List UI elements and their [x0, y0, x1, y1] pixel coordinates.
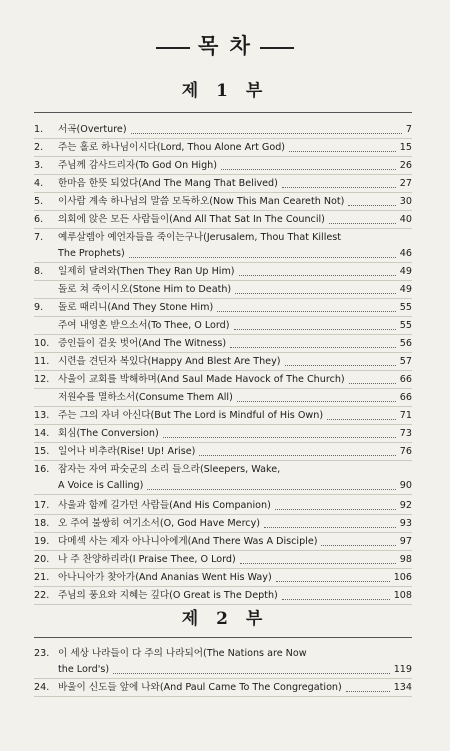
entry-page-number: 98 — [399, 554, 412, 565]
dot-leader — [349, 383, 396, 384]
toc-entry — [34, 211, 412, 229]
toc-entry — [34, 263, 412, 281]
entry-number: 19. — [34, 536, 50, 547]
entry-page-number: 55 — [399, 302, 412, 313]
entry-number: 15. — [34, 446, 50, 457]
entry-title: 바울이 신도들 앞에 나와(And Paul Came To The Congregation) — [58, 682, 342, 693]
toc-entry — [34, 389, 412, 407]
entry-page-number: 119 — [393, 664, 412, 675]
entry-page-number: 134 — [393, 682, 412, 693]
toc-entry — [34, 407, 412, 425]
entry-page-number: 108 — [393, 590, 412, 601]
dot-leader — [327, 419, 396, 420]
entry-number: 24. — [34, 682, 50, 693]
entry-page-number: 93 — [399, 518, 412, 529]
entry-number: 8. — [34, 266, 44, 277]
dot-leader — [147, 489, 396, 490]
entry-number: 5. — [34, 196, 44, 207]
entry-page-number: 46 — [399, 248, 412, 259]
dot-leader — [282, 599, 390, 600]
entry-title: 아나니아가 찾아가(And Ananias Went His Way) — [58, 572, 272, 583]
entry-divider — [34, 696, 412, 697]
entry-title: 다메섹 사는 제자 아나니아에게(And There Was A Disciple) — [58, 536, 318, 547]
dot-leader — [237, 401, 396, 402]
toc-entry — [34, 139, 412, 157]
entry-page-number: 55 — [399, 320, 412, 331]
entry-title: 잠자는 자여 파숫군의 소리 들으라(Sleepers, Wake, — [58, 464, 281, 475]
toc-entry — [34, 461, 412, 495]
toc-entry — [34, 551, 412, 569]
dot-leader — [234, 329, 396, 330]
entry-number: 16. — [34, 464, 50, 475]
toc-entry — [34, 175, 412, 193]
toc-entry — [34, 317, 412, 335]
entry-number: 4. — [34, 178, 44, 189]
entry-number: 3. — [34, 160, 44, 171]
dot-leader — [217, 311, 396, 312]
entry-title: 이사람 계속 하나님의 말씀 모독하오(Now This Man Ceareth Not) — [58, 196, 345, 207]
entry-title: 회심(The Conversion) — [58, 428, 159, 439]
entry-number: 21. — [34, 572, 50, 583]
toc-entry — [34, 281, 412, 299]
toc-entry — [34, 587, 412, 605]
entry-number: 14. — [34, 428, 50, 439]
entry-page-number: 71 — [399, 410, 412, 421]
dot-leader — [321, 545, 396, 546]
entry-title-continued: the Lord's) — [58, 664, 110, 675]
entry-page-number: 92 — [399, 500, 412, 511]
entry-number: 18. — [34, 518, 50, 529]
dot-leader — [348, 205, 396, 206]
entry-page-number: 49 — [399, 266, 412, 277]
toc-entry — [34, 679, 412, 697]
dot-leader — [131, 133, 402, 134]
entry-title: 저원수를 멸하소서(Consume Them All) — [58, 392, 233, 403]
entry-title: 사울이 교회를 박해하며(And Saul Made Havock of The Church) — [58, 374, 345, 385]
toc-entry — [34, 353, 412, 371]
dot-leader — [163, 437, 396, 438]
toc-entry — [34, 645, 412, 679]
entry-title: 주님께 감사드리자(To God On High) — [58, 160, 217, 171]
dot-leader — [264, 527, 396, 528]
entry-title: 오 주여 불쌍히 여기소서(O, God Have Mercy) — [58, 518, 260, 529]
dot-leader — [235, 293, 396, 294]
dot-leader — [276, 581, 390, 582]
entry-number: 9. — [34, 302, 44, 313]
dot-leader — [113, 673, 390, 674]
entry-title: 서곡(Overture) — [58, 124, 127, 135]
toc-entry — [34, 193, 412, 211]
dot-leader — [289, 151, 396, 152]
entry-title: 주여 내영혼 받으소서(To Thee, O Lord) — [58, 320, 230, 331]
toc-entry — [34, 497, 412, 515]
part-1-rule — [34, 112, 412, 113]
entry-page-number: 40 — [399, 214, 412, 225]
dot-leader — [282, 187, 396, 188]
dot-leader — [199, 455, 396, 456]
entry-number: 22. — [34, 590, 50, 601]
entry-title: 돌로 때리니(And They Stone Him) — [58, 302, 214, 313]
entry-number: 12. — [34, 374, 50, 385]
entry-page-number: 106 — [393, 572, 412, 583]
entry-number: 13. — [34, 410, 50, 421]
entry-page-number: 27 — [399, 178, 412, 189]
dot-leader — [329, 223, 396, 224]
entry-page-number: 49 — [399, 284, 412, 295]
toc-entry — [34, 533, 412, 551]
entry-page-number: 66 — [399, 374, 412, 385]
entry-title-continued: A Voice is Calling) — [58, 480, 144, 491]
entry-number: 17. — [34, 500, 50, 511]
entry-title: 예루살렘아 예언자들을 죽이는구나(Jerusalem, Thou That Killest — [58, 232, 342, 243]
entry-page-number: 56 — [399, 338, 412, 349]
part-2-heading: 제 2 부 — [181, 609, 269, 629]
toc-entry — [34, 515, 412, 533]
toc-entry — [34, 569, 412, 587]
dot-leader — [230, 347, 396, 348]
entry-number: 7. — [34, 232, 44, 243]
entry-number: 10. — [34, 338, 50, 349]
dot-leader — [240, 563, 396, 564]
dot-leader — [129, 257, 396, 258]
entry-number: 23. — [34, 648, 50, 659]
entry-page-number: 76 — [399, 446, 412, 457]
toc-entry — [34, 335, 412, 353]
entry-title: 나 주 찬양하리라(I Praise Thee, O Lord) — [58, 554, 236, 565]
entry-title: 주는 그의 자녀 아신다(But The Lord is Mindful of His Own) — [58, 410, 324, 421]
entry-number: 11. — [34, 356, 50, 367]
title-dash-right — [260, 47, 294, 49]
toc-entry — [34, 371, 412, 389]
entry-page-number: 90 — [399, 480, 412, 491]
entry-number: 6. — [34, 214, 44, 225]
entry-divider — [34, 494, 412, 495]
toc-entry — [34, 425, 412, 443]
toc-title-text: 목 차 — [198, 33, 252, 58]
entry-title: 이 세상 나라들이 다 주의 나라되어(The Nations are Now — [58, 648, 307, 659]
entry-page-number: 15 — [399, 142, 412, 153]
entry-title: 주는 홀로 하나님이시다(Lord, Thou Alone Art God) — [58, 142, 286, 153]
entry-page-number: 97 — [399, 536, 412, 547]
entry-page-number: 66 — [399, 392, 412, 403]
dot-leader — [285, 365, 396, 366]
entry-number: 1. — [34, 124, 44, 135]
part-1-heading: 제 1 부 — [181, 81, 269, 101]
toc-entry — [34, 443, 412, 461]
entry-number: 2. — [34, 142, 44, 153]
entry-number: 20. — [34, 554, 50, 565]
entry-title: 일제히 달려와(Then They Ran Up Him) — [58, 266, 235, 277]
toc-entry — [34, 229, 412, 263]
toc-entry — [34, 157, 412, 175]
entry-title: 돌로 쳐 죽이시오(Stone Him to Death) — [58, 284, 232, 295]
entry-page-number: 57 — [399, 356, 412, 367]
dot-leader — [346, 691, 390, 692]
entry-title: 사울과 함께 길가던 사람들(And His Companion) — [58, 500, 271, 511]
toc-entry — [34, 299, 412, 317]
title-dash-left — [156, 47, 190, 49]
part-2-rule — [34, 637, 412, 638]
entry-page-number: 73 — [399, 428, 412, 439]
entry-title: 한마음 한뜻 되었다(And The Mang That Belived) — [58, 178, 278, 189]
toc-title — [0, 30, 450, 60]
toc-entry — [34, 121, 412, 139]
entry-title-continued: The Prophets) — [58, 248, 125, 259]
entry-title: 시련을 견딘자 복있다(Happy And Blest Are They) — [58, 356, 281, 367]
entry-page-number: 26 — [399, 160, 412, 171]
entry-page-number: 30 — [399, 196, 412, 207]
entry-title: 일어나 비추라(Rise! Up! Arise) — [58, 446, 196, 457]
entry-title: 증인들이 겉옷 벗어(And The Witness) — [58, 338, 227, 349]
dot-leader — [275, 509, 396, 510]
entry-page-number: 7 — [405, 124, 412, 135]
entry-title: 주님의 풍요와 지혜는 깊다(O Great is The Depth) — [58, 590, 278, 601]
dot-leader — [221, 169, 396, 170]
entry-title: 의회에 앉은 모든 사람들이(And All That Sat In The Council) — [58, 214, 325, 225]
dot-leader — [239, 275, 396, 276]
